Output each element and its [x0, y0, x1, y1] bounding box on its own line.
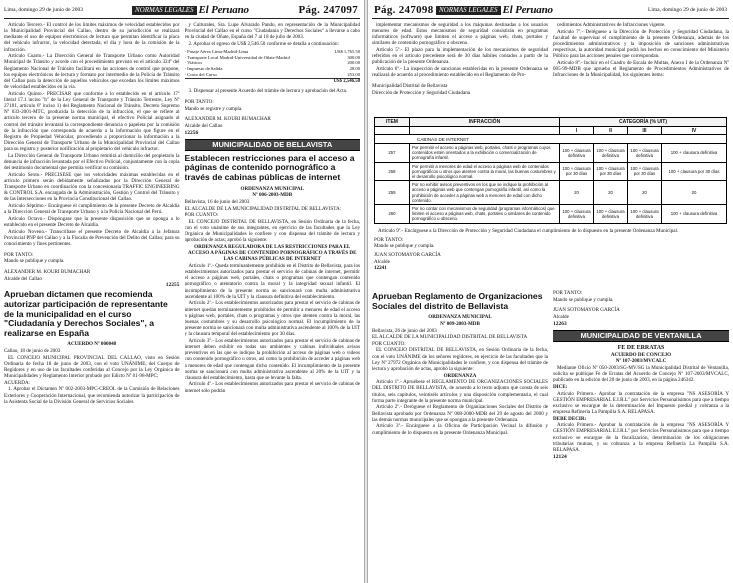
- article-paragraph: La Dirección General de Transporte Urbano remitirá al domicilio del propietario la denuncia de infracción levantada por el Efectivo Policial, conjuntamente con la copia del testimonio documental que permita verificar su comisión.: [4, 152, 180, 172]
- notice-number: 12255: [165, 282, 180, 289]
- right-masthead: [436, 4, 553, 16]
- article-paragraph: Artículo 2º.- Los establecimientos autorizados para prestar el servicio de cabinas de internet quedan terminantemente prohibidos de permitir a menores de edad el acceso a páginas web, portales, chats o programas y otros que atenten contra la moral, las buenas costumbres y su desarrollo psicológico normal. El incumplimiento de la presente norma se sancionará con multa administrativa ascendente al 100% de la UIT y la clausura temporal del establecimiento por 30 días.: [184, 300, 360, 338]
- signature-name: ALEXANDER M. KOURI BUMACHAR: [4, 268, 91, 275]
- ordinance-number: Nº 006-2003-MDB: [252, 192, 293, 199]
- ordinance-title: ORDENANZA MUNICIPAL: [240, 185, 304, 192]
- notice-number: 12256: [184, 129, 199, 136]
- left-page-number: Pág. 247097: [298, 4, 358, 16]
- ordinance-alcalde: EL ALCALDE DE LA MUNICIPALIDAD DISTRITAL DE BELLAVISTA: [372, 334, 528, 341]
- table-row: 258 Por permitir a menores de edad el acceso a páginas web de contenidos pornográficos u otros que atenten contra la moral, las buenas costumbres y el desarrollo psicológico normal. 100 + clausura por 30 días 100 + clausura por 30 días 100 + clausura por 30 días 100 + clausura por 30 días: [374, 163, 727, 182]
- mando: Mando se registre y cumpla.: [184, 105, 243, 112]
- por-tanto: POR TANTO:: [4, 251, 34, 258]
- right-upper-col-2: [553, 22, 729, 115]
- mando: Mando se publique y cumpla.: [374, 243, 435, 250]
- article-paragraph: y Culturales, Sra. Lupe Alvarado Pando, en representación de la Municipalidad Provincial del Callao en el curso "Ciudadanía y Derechos Sociales" a llevarse a cabo en la ciudad de Oñate, España del 7 al 18 de julio de 2003.: [184, 22, 360, 41]
- right-upper-text: [372, 22, 729, 115]
- article-paragraph: EL CONCEJO MUNICIPAL PROVINCIAL DEL CALLAO, visto en Sesión Ordinaria de fecha 18 de junio de 2003, con el voto UNÁNIME, del Cuerpo de Regidores y en uso de las facultades conferidas al Concejo por la Ley Orgánica de Municipalidades y Reglamento Interior probado por Edicto Nº 01-98-MPC;: [4, 354, 180, 380]
- dice-label: DICE:: [553, 383, 568, 390]
- right-date: Lima, domingo 29 de junio de 2003: [648, 7, 727, 13]
- ordinance-date: Bellavista, 26 de junio del 2003: [372, 327, 437, 334]
- masthead-label: NORMAS LEGALES: [132, 6, 197, 15]
- ordinance-date: Bellavista, 16 de junio del 2003: [184, 198, 250, 205]
- article-paragraph: Artículo Tercero.- El control de los límites máximos de velocidad establecidos por la Municipalidad Provincial del Callao, dentro de su jurisdicción se realizará mediante el uso de equipos electrónicos de lectura que permitan identificar la placa del vehículo infractor, la velocidad detectada, el día y hora de la comisión de la infracción.: [4, 22, 180, 53]
- signature-title: Alcalde del Callao: [4, 275, 42, 282]
- right-page-number: Pág. 247098: [374, 4, 434, 16]
- fee-row: - Pasaje Aéreo Lima-Madrid-Lima US$ 1,765.50: [184, 49, 360, 55]
- right-lower-col-2: [553, 290, 729, 581]
- left-columns: [4, 22, 360, 581]
- fee-row: - Impuesto de Salida 28.00: [184, 65, 360, 71]
- article-paragraph: Artículo 4º.- Los establecimientos autorizados para prestar el servicio de cabinas de internet sólo podrán: [184, 381, 360, 394]
- mando: Mando se publique y cumpla.: [553, 296, 614, 303]
- signature-title: Alcalde del Callao: [184, 122, 223, 129]
- signature-name: JUAN SOTOMAYOR GARCÍA: [553, 307, 620, 314]
- article-paragraph: Artículo 3º.- Encárguese a la Oficina de Participación Vecinal la difusión y cumplimiento de lo dispuesto en la presente Ordenanza Municipal.: [372, 423, 548, 436]
- left-col-2: [185, 22, 361, 581]
- por-tanto: POR TANTO:: [553, 290, 583, 296]
- article-paragraph: Artículo 1º.- Queda terminantemente prohibido en el Distrito de Bellavista, para los establecimientos autorizados para prestar el servicio de cabinas de internet, permitir el acceso a páginas web, portales, chats o programas que contengan contenido pornográfico o atentatorio contra la moral y la integridad sexual infantil. El incumplimiento de la presente norma se sancionará con multa administrativa ascendente al 100% de la UIT y la clausura definitiva del establecimiento.: [184, 263, 360, 300]
- signature-name: ALEXANDER M. KOURI BUMACHAR: [184, 116, 271, 123]
- table-group: CABINAS DE INTERNET: [374, 135, 727, 144]
- masthead-label: NORMAS LEGALES: [436, 6, 501, 15]
- article-paragraph: EL CONCEJO DISTRITAL DE BELLAVISTA, en Sesión Ordinaria de la fecha, con el voto unánime de sus integrantes, en ejercicio de las facultades que la Ley Orgánica de Municipalidades le confiere y con dispensa del trámite de lectura y aprobación de actas; aprobó la siguiente:: [184, 218, 360, 244]
- article-paragraph: 3. Dispensar al presente Acuerdo del trámite de lectura y aprobación del Acta.: [188, 88, 348, 95]
- section-banner-ventanilla: MUNICIPALIDAD DE VENTANILLA: [553, 330, 729, 342]
- article-paragraph: Artículo Séptimo.- Encárguese el cumplimiento de la presente Decreto de Alcaldía a la Dirección General de Transporte Urbano y a la Policía Nacional del Perú.: [4, 203, 180, 216]
- table-header: [374, 117, 727, 127]
- fee-total: US$ 2,546.50: [185, 78, 361, 85]
- notice-number: 12263: [553, 320, 567, 327]
- left-header: [0, 2, 364, 18]
- ordinance-alcalde: EL ALCALDE DE LA MUNICIPALIDAD DISTRITAL DE BELLAVISTA:: [184, 205, 342, 212]
- article-paragraph: Artículo 8º.- Incluir en el Cuadro de Escala de Multas, Anexo I de la Ordenanza Nº 005-99-MDB que aprueba el Reglamento de Procedimientos Administrativos de Infracciones de la Municipalidad, los siguientes ítems:: [553, 59, 729, 79]
- acuerdo-title: ACUERDO DE CONCEJO: [610, 351, 672, 358]
- article-paragraph: Artículo Primero.- Aprobar la contratación de la empresa "NS ASESORÍA Y GESTIÓN EMPRESARIAL E.I.R.L" por Servicios Personalísimos para que a tiempo exclusivo se encargue de la determinación del Impuesto predial y cobranza a la empresa Refinería La Pampilla S.A. RELAPASA.: [553, 390, 729, 415]
- article-paragraph: Artículo Cuarto.- La Dirección General de Transporte Urbano como Autoridad Municipal de Tránsito y acorde con el procedimiento previsto en el artículo 324º del Reglamento Nacional de Tránsito facilitará en las acciones de control que propone, los equipos electrónicos de lectura y formato por intermedio de la Policía de Tránsito del Callao para la detección de aquellos vehículos que excedan los límites máximos de velocidad establecidos en la vía.: [4, 53, 180, 91]
- errata-title: FE DE ERRATAS: [617, 344, 665, 351]
- header-rule: [4, 18, 360, 19]
- article-paragraph: 1. Aprobar el Dictamen Nº 002-2003-MPC-CREOL de la Comisión de Relaciones Exteriores y Cooperación Internacional, que recomienda autorizar la participación de la Asistenta Social de la División General de Servicios Sociales: [4, 386, 180, 405]
- acuerda: ACUERDA:: [4, 379, 31, 386]
- article-paragraph: implementar mecanismos de seguridad a los máquinas destinadas a los usuarios menores de edad. Estos mecanismos de seguridad consistirán en programas informáticos (software) que limiten el acceso a páginas web, chats, portales y similares de contenido pornográfico u obsceno.: [372, 22, 548, 47]
- signature-title: Alcalde: [374, 258, 390, 265]
- por-tanto: POR TANTO:: [374, 237, 404, 244]
- right-page: [368, 0, 733, 583]
- agreement-number: ACUERDO Nº 000048: [67, 341, 117, 348]
- left-page: [0, 0, 364, 583]
- headline-dictamen: Aprueban dictamen que recomienda autorizar participación de representante de la municipalidad en el curso "Ciudadanía y Derechos Sociales", a realizarse en España: [4, 289, 168, 338]
- article-paragraph: 2. Aprobar el egreso de US$ 2,546.50 conforme se detalla a continuación:: [188, 40, 340, 47]
- headline-restricciones: Establecen restricciones para el acceso a páginas de contenido pornográfico a través de cabinas públicas de internet: [184, 152, 355, 183]
- cat-header: IV: [691, 127, 697, 134]
- debe-decir-label: DEBE DECIR:: [553, 415, 587, 422]
- masthead-logo: El Peruano: [502, 4, 553, 16]
- notice-number: 12124: [553, 453, 567, 460]
- cat-header: I: [560, 127, 594, 134]
- table-row: 257 Por permitir el acceso a páginas web, portales, chats o programas cuyos contenidos estén orientados a la exhibición o comercialización de pornografía infantil. 100 + clausura definitiva 100 + clausura definitiva 100 + clausura definitiva 100 + clausura definitiva: [374, 144, 727, 163]
- article-paragraph: EL CONCEJO DISTRITAL DE BELLAVISTA, en Sesión Ordinaria de la fecha, con el voto UNÁNIME de los señores regidores, en ejercicio de las facultades que la Ley Nº 27972 Orgánica de Municipalidades le confiere, y con dispensa del trámite de lectura y aprobación de actas, aprobó la siguiente:: [372, 347, 548, 372]
- cat-header: III: [628, 127, 662, 134]
- ordinance-number: Nº 009-2003-MDB: [440, 320, 480, 327]
- article-paragraph: cedimientos Administrativos de Infracciones vigente.: [557, 22, 666, 28]
- fees-list: [185, 49, 361, 85]
- table-subheader: [374, 127, 727, 135]
- article-paragraph: Artículo Quinto.- PRECISAR que conforme a lo establecido en el artículo 17º literal 17.1 inciso "b" de la Ley General de Transporte y Tránsito Terrestre, Ley Nº 27181, artículo 6º inciso 1) del Reglamento Nacional de Tránsito, Decreto Supremo Nº 033-2001-MTC, producida la detección de la infracción, el que se refiere al artículo tercero de la presente norma municipal, el efectivo Policial asignado al control del tránsito levantará la correspondiente denuncia o papeleta por la comisión de la infracción que corresponda de acuerdo a la información que figure en el Registro de Propiedad Vehicular, procediendo a proporcionar la información a la Dirección General de Transporte Urbano de la Municipalidad Provincial del Callao para su registro y posterior notificación al propietario del vehículo infractor.: [4, 90, 180, 153]
- article-paragraph: Artículo 7º.- Deléguese a la Dirección de Protección y Seguridad Ciudadana, la facultad de supervisar el cumplimiento de la presente Ordenanza, además de los procedimientos administrativos y la imposición de sanciones administrativas respectivas, la autoridad municipal podrá los hechos en conocimiento del Ministerio Público para las acciones penales que correspondan.: [553, 28, 729, 60]
- headline-organizaciones: Aprueban Reglamento de Organizaciones Sociales del distrito de Bellavista: [372, 291, 543, 311]
- notice-number: 12241: [374, 264, 387, 271]
- infractions-table: [374, 117, 727, 224]
- table-row: 260 Por no contar con mecanismos de seguridad (programas informáticos) que limiten el acceso a páginas web, chats, portales o similares de contenido pornográfico u obsceno. 100 + clausura definitiva 100 + clausura definitiva 100 + clausura definitiva 100 + clausura definitiva: [374, 205, 727, 224]
- after-table-text: [374, 228, 727, 271]
- col-item: ITEM: [375, 118, 410, 126]
- left-date: Lima, domingo 29 de junio de 2003: [4, 7, 83, 13]
- right-lower-columns: [372, 290, 729, 581]
- article-paragraph: Artículo 9º.- Encárguese a la Dirección de Protección y Seguridad Ciudadana el cumplimiento de lo dispuesto en la presente Ordenanza Municipal.: [378, 228, 679, 234]
- article-paragraph: Artículo 1º.- Apruébese el REGLAMENTO DE ORGANIZACIONES SOCIALES DEL DISTRITO DE BELLAVISTA, de acuerdo a lo texto adjunto que consta de seis títulos, seis capítulos, veintiséis artículos y una disposición complementaria, el cual forma parte integrante de la presente norma municipal.: [372, 379, 548, 404]
- table-row: 259 Por no exhibir avisos preventivos en los que se indique la prohibición al acceso a páginas web que contengan pornografía infantil, así como la prohibición de acceder a páginas web a menores de edad con dicho contenido. 20 20 20 20: [374, 181, 727, 205]
- mando: Mando se publique y cumpla.: [4, 258, 65, 265]
- article-paragraph: Artículo 3º.- Los establecimientos autorizados para prestar el servicio de cabinas de internet deben exhibir en todas sus ambientes y cabinas individuales avisos preventivos en las que se indique la prohibición al acceso de páginas web o videos con contenido pornográfico u otros, así como la prohibición de acceder a páginas web a menores de edad que contengan dicho contenido. El incumplimiento de la presente norma se sancionará con multa administrativa ascendente al 20% de la UIT y la clausura del establecimiento, hasta que se levante la falta.: [184, 337, 360, 381]
- por-tanto: POR TANTO:: [184, 98, 214, 105]
- right-header: [368, 2, 733, 18]
- signature-name: JUAN SOTOMAYOR GARCÍA: [374, 252, 441, 259]
- por-cuanto: POR CUANTO:: [184, 212, 219, 219]
- regulation-title: ORDENANZA REGULADORA DE LAS RESTRICCIONES PARA EL ACCESO A PÁGINAS DE CONTENIDO PORNOGRÁFICO A TRAVÉS DE LAS CABINAS PÚBLICAS DE INTERNET: [188, 244, 357, 263]
- fee-row: - Transporte Local Madrid-Universidad de Oñate-Madrid 300.00: [184, 54, 360, 60]
- article-paragraph: Artículo Noveno.- Transcríbase el presente Decreto de Alcaldía a la Jefatura Provincial PNP del Callao y a la Fiscalía de Prevención del Delito del Callao; para su conocimiento y fines pertinentes.: [4, 228, 180, 247]
- article-paragraph: Mediante Oficio Nº 050-2003/SG-MV/SG la Municipalidad Distrital de Ventanilla, solicita se publique Fe de Erratas del Acuerdo de Concejo Nº 107-2003/MVCALC, publicado en la edición del 20 de junio de 2003, en la página 246342.: [553, 364, 729, 384]
- signature-title: Alcalde: [553, 313, 569, 320]
- article-paragraph: Artículo 2º.- Deróguese el Reglamento de Organizaciones Sociales del Distrito de Bellavista aprobado por Ordenanza Nº 008-2000-MDB del 29 de agosto del 2000 y las demás normas municipales que se opongan a la presente Ordenanza.: [372, 404, 548, 423]
- left-col-1: [4, 22, 180, 581]
- header-rule: [372, 18, 729, 19]
- left-masthead: [132, 4, 249, 16]
- article-paragraph: Artículo Primero.- Aprobar la contratación de la empresa "NS ASESORÍA Y GESTIÓN EMPRESARIAL E.I.R.L" por Servicios Personalísimos para que a tiempo exclusivo se encargue de la fiscalización, determinación de los obligaciones tributarias mutuas, y su cobranza a la empresa Refinería La Pampilla S.A. RELAPASA.: [553, 422, 729, 453]
- ordinance-heading: ORDENANZA: [443, 372, 477, 379]
- article-paragraph: Artículo 5º.- El plazo para la implementación de los mecanismos de seguridad referidos en el artículo precedente será de 30 días hábiles contados a partir de la publicación de la presente Ordenanza.: [372, 47, 548, 66]
- acuerdo-number: Nº 107-2003/MVCALC: [615, 358, 667, 365]
- cat-header: II: [594, 127, 628, 134]
- office-division: Dirección de Protección y Seguridad Ciudadana: [372, 89, 471, 96]
- col-infraccion: INFRACCIÓN: [410, 118, 560, 126]
- article-paragraph: Artículo Octavo.- Dispóngase que la presente disposición que se oponga a lo establecido en el presente Decreto de Alcaldía.: [4, 215, 180, 228]
- right-lower-col-1: [372, 290, 548, 581]
- por-cuanto: POR CUANTO:: [372, 340, 406, 347]
- col-categoria: CATEGORÍA (% UIT): [618, 119, 668, 125]
- office-name: Municipalidad Distrital de Bellavista: [372, 82, 448, 89]
- fee-row: - Viáticos 200.00: [184, 60, 360, 66]
- right-upper-col-1: [372, 22, 548, 115]
- section-banner-bellavista: MUNICIPALIDAD DE BELLAVISTA: [185, 139, 361, 151]
- agreement-date: Callao, 18 de junio de 2003: [4, 348, 61, 355]
- ordinance-title: ORDENANZA MUNICIPAL: [428, 314, 492, 321]
- article-paragraph: Artículo 6º.- La inspección de sancionas establecidas en la presente Ordenanza se realizará de acuerdo al procedimiento establecido en el Reglamento de Pro-: [372, 66, 548, 79]
- article-paragraph: Artículo Sexto.- PRECISESE que los velocidades máximas establecidas en el artículo primero serán debidamente señalizadas por la Dirección General de Transporte Urbano en coordinación con la concesionaria TRAFFIC ENGINEERING & CONTROL S.A. encargada de la Administración, Gestión y Control del Tránsito y de las Intersecciones en la Provincia Constitucional del Callao.: [4, 171, 180, 203]
- fee-row: - Costo del Curso 253.00: [184, 71, 360, 77]
- masthead-logo: El Peruano: [198, 4, 249, 16]
